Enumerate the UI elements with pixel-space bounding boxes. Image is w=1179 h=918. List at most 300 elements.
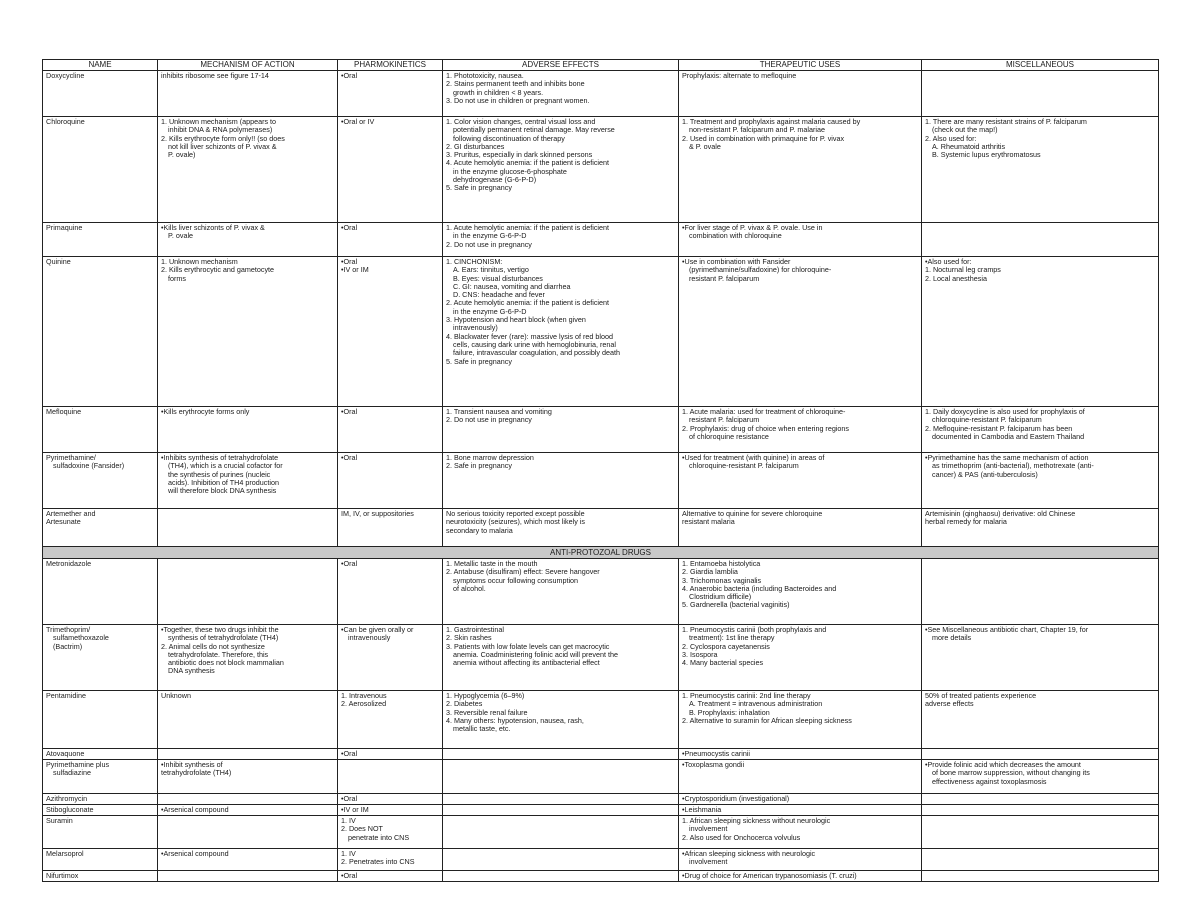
cell-line: A. Treatment = intravenous administration bbox=[689, 699, 823, 709]
mechanism-cell bbox=[158, 453, 338, 509]
cell-line: •Cryptosporidium (investigational) bbox=[682, 794, 790, 803]
cell-line: 2. Prophylaxis: drug of choice when entering regions bbox=[682, 423, 850, 433]
cell-line: & P. ovale bbox=[689, 141, 721, 151]
cell-line: 2. Used in combination with primaquine for P. vivax bbox=[682, 133, 845, 143]
cell-line: •Also used for: bbox=[925, 257, 972, 266]
miscellaneous-cell bbox=[922, 257, 1159, 407]
cell-line: inhibits ribosome see figure 17-14 bbox=[161, 71, 269, 80]
cell-line: 5. Gardnerella (bacterial vaginitis) bbox=[682, 600, 790, 610]
cell-line: Pyrimethamine/ bbox=[46, 453, 96, 462]
miscellaneous-cell bbox=[922, 223, 1159, 257]
cell-line: 1. Pneumocystis carinii (both prophylaxis and bbox=[682, 625, 827, 634]
cell-line: Melarsoprol bbox=[46, 849, 84, 858]
mechanism-cell bbox=[158, 805, 338, 816]
cell-line: Artemisinin (qinghaosu) derivative: old Chinese bbox=[925, 509, 1076, 518]
cell-line: •Provide folinic acid which decreases the amount bbox=[925, 760, 1081, 769]
cell-line: 4. Anaerobic bacteria (including Bacteroides and bbox=[682, 583, 837, 593]
cell-line: Quinine bbox=[46, 257, 71, 266]
cell-line: anemia without affecting its antibacterial effect bbox=[453, 658, 600, 668]
cell-line: will therefore block DNA synthesis bbox=[168, 486, 277, 496]
cell-line: 2. Mefloquine-resistant P. falciparum has been bbox=[925, 423, 1073, 433]
miscellaneous-cell bbox=[922, 760, 1159, 794]
miscellaneous-cell bbox=[922, 691, 1159, 749]
cell-line: growth in children < 8 years. bbox=[453, 87, 544, 97]
cell-line: Chloroquine bbox=[46, 117, 85, 126]
cell-line: Nifurtimox bbox=[46, 871, 79, 880]
header-row bbox=[43, 60, 1159, 71]
table-row bbox=[43, 223, 1159, 257]
cell-line: 1. Hypoglycemia (6–9%) bbox=[446, 691, 525, 700]
mechanism-cell bbox=[158, 407, 338, 453]
cell-line: •Oral or IV bbox=[341, 117, 375, 126]
drug-name-cell bbox=[43, 559, 158, 625]
cell-line: •Oral bbox=[341, 871, 358, 880]
cell-line: 2. Acute hemolytic anemia: if the patient is deficient bbox=[446, 298, 610, 308]
cell-line: Metronidazole bbox=[46, 559, 92, 568]
cell-line: documented in Cambodia and Eastern Thailand bbox=[932, 431, 1085, 441]
pharmokinetics-cell bbox=[338, 71, 443, 117]
cell-line: 5. Safe in pregnancy bbox=[446, 356, 512, 366]
cell-line: 1. Pneumocystis carinii: 2nd line therapy bbox=[682, 691, 811, 700]
cell-line: resistant P. falciparum bbox=[689, 415, 760, 425]
cell-line: •Inhibits synthesis of tetrahydrofolate bbox=[161, 453, 279, 462]
drug-name-cell bbox=[43, 805, 158, 816]
header-name: NAME bbox=[43, 60, 158, 71]
miscellaneous-cell bbox=[922, 805, 1159, 816]
cell-line: 1. Color vision changes, central visual loss and bbox=[446, 117, 596, 126]
pharmokinetics-cell bbox=[338, 760, 443, 794]
cell-line: 2. GI disturbances bbox=[446, 141, 505, 151]
therapeutic-uses-cell bbox=[679, 749, 922, 760]
table-row bbox=[43, 849, 1159, 871]
cell-line: 2. Stains permanent teeth and inhibits bone bbox=[446, 79, 585, 89]
mechanism-cell bbox=[158, 816, 338, 849]
pharmokinetics-cell bbox=[338, 816, 443, 849]
mechanism-cell bbox=[158, 509, 338, 547]
drug-name-cell bbox=[43, 453, 158, 509]
cell-line: •IV or IM bbox=[341, 265, 369, 275]
cell-line: 2. Penetrates into CNS bbox=[341, 857, 415, 867]
cell-line: 1. Unknown mechanism bbox=[161, 257, 238, 266]
miscellaneous-cell bbox=[922, 509, 1159, 547]
miscellaneous-cell bbox=[922, 117, 1159, 223]
cell-line: 1. African sleeping sickness without neurologic bbox=[682, 816, 831, 825]
cell-line: 2. Skin rashes bbox=[446, 633, 492, 643]
cell-line: 5. Safe in pregnancy bbox=[446, 183, 512, 193]
table-row bbox=[43, 559, 1159, 625]
cell-line: 1. Unknown mechanism (appears to bbox=[161, 117, 277, 126]
cell-line: •Toxoplasma gondii bbox=[682, 760, 745, 769]
adverse-effects-cell bbox=[443, 625, 679, 691]
cell-line: 1. CINCHONISM: bbox=[446, 257, 503, 266]
cell-line: B. Systemic lupus erythromatosus bbox=[932, 150, 1041, 160]
cell-line: 1. Phototoxicity, nausea. bbox=[446, 71, 524, 80]
cell-line: 2. Do not use in pregnancy bbox=[446, 415, 532, 425]
cell-line: in the enzyme glucose-6-phosphate bbox=[453, 166, 567, 176]
cell-line: chloroquine-resistant P. falciparum bbox=[932, 415, 1042, 425]
cell-line: (pyrimethamine/sulfadoxine) for chloroquine- bbox=[689, 265, 832, 275]
cell-line: forms bbox=[168, 273, 186, 283]
pharmokinetics-cell bbox=[338, 509, 443, 547]
table-row bbox=[43, 407, 1159, 453]
cell-line: inhibit DNA & RNA polymerases) bbox=[168, 125, 273, 135]
cell-line: penetrate into CNS bbox=[348, 832, 410, 842]
cell-line: 4. Blackwater fever (rare): massive lysis of red blood bbox=[446, 331, 613, 341]
cell-line: DNA synthesis bbox=[168, 666, 215, 676]
adverse-effects-cell bbox=[443, 794, 679, 805]
miscellaneous-cell bbox=[922, 407, 1159, 453]
table-row bbox=[43, 871, 1159, 882]
mechanism-cell bbox=[158, 257, 338, 407]
adverse-effects-cell bbox=[443, 559, 679, 625]
cell-line: Suramin bbox=[46, 816, 73, 825]
cell-line: metallic taste, etc. bbox=[453, 724, 511, 734]
cell-line: •Used for treatment (with quinine) in areas of bbox=[682, 453, 825, 462]
mechanism-cell bbox=[158, 71, 338, 117]
cell-line: adverse effects bbox=[925, 699, 974, 709]
miscellaneous-cell bbox=[922, 849, 1159, 871]
cell-line: •Leishmania bbox=[682, 805, 722, 814]
cell-line: 2. Kills erythrocytic and gametocyte bbox=[161, 265, 275, 275]
miscellaneous-cell bbox=[922, 625, 1159, 691]
cell-line: 3. Do not use in children or pregnant women. bbox=[446, 95, 590, 105]
cell-line: •Oral bbox=[341, 407, 358, 416]
cell-line: Clostridium difficile) bbox=[689, 592, 752, 602]
cell-line: 3. Hypotension and heart block (when given bbox=[446, 315, 586, 325]
pharmokinetics-cell bbox=[338, 749, 443, 760]
cell-line: •African sleeping sickness with neurologic bbox=[682, 849, 816, 858]
cell-line: •Oral bbox=[341, 71, 358, 80]
pharmokinetics-cell bbox=[338, 805, 443, 816]
cell-line: Alternative to quinine for severe chloroquine bbox=[682, 509, 823, 518]
cell-line: in the enzyme G-6-P-D bbox=[453, 306, 527, 316]
drug-name-cell bbox=[43, 223, 158, 257]
cell-line: 3. Patients with low folate levels can get macrocytic bbox=[446, 641, 610, 651]
pharmokinetics-cell bbox=[338, 794, 443, 805]
cell-line: 1. Transient nausea and vomiting bbox=[446, 407, 552, 416]
cell-line: •Arsenical compound bbox=[161, 805, 229, 814]
header-pharmokinetics: PHARMOKINETICS bbox=[338, 60, 443, 71]
cell-line: of bone marrow suppression, without changing its bbox=[932, 768, 1090, 778]
pharmokinetics-cell bbox=[338, 407, 443, 453]
cell-line: of alcohol. bbox=[453, 583, 486, 593]
cell-line: •Oral bbox=[341, 794, 358, 803]
cell-line: intravenously bbox=[348, 633, 391, 643]
table-row bbox=[43, 117, 1159, 223]
pharmokinetics-cell bbox=[338, 257, 443, 407]
therapeutic-uses-cell bbox=[679, 509, 922, 547]
cell-line: 1. Acute hemolytic anemia: if the patient is deficient bbox=[446, 223, 610, 232]
table-row bbox=[43, 257, 1159, 407]
cell-line: neurotoxicity (seizures), which most likely is bbox=[446, 517, 585, 527]
cell-line: acids). Inhibition of TH4 production bbox=[168, 477, 279, 487]
cell-line: involvement bbox=[689, 824, 728, 834]
cell-line: sulfamethoxazole bbox=[53, 633, 109, 643]
mechanism-cell bbox=[158, 117, 338, 223]
table-row bbox=[43, 805, 1159, 816]
miscellaneous-cell bbox=[922, 749, 1159, 760]
mechanism-cell bbox=[158, 871, 338, 882]
adverse-effects-cell bbox=[443, 407, 679, 453]
miscellaneous-cell bbox=[922, 71, 1159, 117]
cell-line: secondary to malaria bbox=[446, 525, 513, 535]
header-miscellaneous: MISCELLANEOUS bbox=[922, 60, 1159, 71]
adverse-effects-cell bbox=[443, 816, 679, 849]
table-header bbox=[43, 60, 1159, 71]
adverse-effects-cell bbox=[443, 117, 679, 223]
cell-line: 2. Cyclospora cayetanensis bbox=[682, 641, 770, 651]
pharmokinetics-cell bbox=[338, 849, 443, 871]
cell-line: •Kills erythrocyte forms only bbox=[161, 407, 250, 416]
cell-line: sulfadiazine bbox=[53, 768, 91, 778]
cell-line: •Pyrimethamine has the same mechanism of action bbox=[925, 453, 1089, 462]
cell-line: tetrahydrofolate (TH4) bbox=[161, 768, 232, 778]
cell-line: in the enzyme G-6-P-D bbox=[453, 231, 527, 241]
adverse-effects-cell bbox=[443, 509, 679, 547]
cell-line: 1. Treatment and prophylaxis against malaria caused by bbox=[682, 117, 861, 126]
cell-line: 2. Local anesthesia bbox=[925, 273, 987, 283]
adverse-effects-cell bbox=[443, 805, 679, 816]
header-adverse-effects: ADVERSE EFFECTS bbox=[443, 60, 679, 71]
cell-line: effectiveness against toxoplasmosis bbox=[932, 776, 1047, 786]
cell-line: 2. Also used for Onchocerca volvulus bbox=[682, 832, 801, 842]
cell-line: tetrahydrofolate. Therefore, this bbox=[168, 649, 269, 659]
cell-line: Trimethoprim/ bbox=[46, 625, 91, 634]
drug-name-cell bbox=[43, 117, 158, 223]
cell-line: •Use in combination with Fansider bbox=[682, 257, 791, 266]
cell-line: dehydrogenase (G-6-P-D) bbox=[453, 175, 537, 185]
cell-line: 1. Entamoeba histolytica bbox=[682, 559, 761, 568]
cell-line: 2. Safe in pregnancy bbox=[446, 461, 512, 471]
cell-line: •Pneumocystis carinii bbox=[682, 749, 751, 758]
cell-line: •Oral bbox=[341, 257, 358, 266]
cell-line: 4. Many bacterial species bbox=[682, 658, 764, 668]
table-row bbox=[43, 453, 1159, 509]
drug-name-cell bbox=[43, 407, 158, 453]
mechanism-cell bbox=[158, 760, 338, 794]
cell-line: No serious toxicity reported except possible bbox=[446, 509, 585, 518]
cell-line: 2. Also used for: bbox=[925, 133, 977, 143]
pharmokinetics-cell bbox=[338, 625, 443, 691]
section-title: ANTI-PROTOZOAL DRUGS bbox=[43, 547, 1159, 559]
cell-line: 1. Nocturnal leg cramps bbox=[925, 265, 1001, 275]
cell-line: potentially permanent retinal damage. May reverse bbox=[453, 125, 615, 135]
table-row bbox=[43, 816, 1159, 849]
cell-line: C. GI: nausea, vomiting and diarrhea bbox=[453, 281, 571, 291]
adverse-effects-cell bbox=[443, 849, 679, 871]
cell-line: 2. Animal cells do not synthesize bbox=[161, 641, 265, 651]
cell-line: •See Miscellaneous antibiotic chart, Chapter 19, for bbox=[925, 625, 1089, 634]
cell-line: Pentamidine bbox=[46, 691, 86, 700]
cell-line: •Oral bbox=[341, 559, 358, 568]
table-row bbox=[43, 625, 1159, 691]
cell-line: Atovaquone bbox=[46, 749, 85, 758]
cell-line: B. Prophylaxis: inhalation bbox=[689, 707, 770, 717]
cell-line: Mefloquine bbox=[46, 407, 82, 416]
cell-line: antibiotic does not block mammalian bbox=[168, 658, 284, 668]
table-row bbox=[43, 760, 1159, 794]
cell-line: 2. Aerosolized bbox=[341, 699, 387, 709]
header-mechanism: MECHANISM OF ACTION bbox=[158, 60, 338, 71]
cell-line: symptoms occur following consumption bbox=[453, 575, 579, 585]
cell-line: 2. Giardia lamblia bbox=[682, 567, 738, 577]
pharmokinetics-cell bbox=[338, 453, 443, 509]
therapeutic-uses-cell bbox=[679, 625, 922, 691]
cell-line: 4. Many others: hypotension, nausea, rash, bbox=[446, 715, 584, 725]
therapeutic-uses-cell bbox=[679, 223, 922, 257]
adverse-effects-cell bbox=[443, 453, 679, 509]
cell-line: •For liver stage of P. vivax & P. ovale. Use in bbox=[682, 223, 823, 232]
drug-name-cell bbox=[43, 691, 158, 749]
pharmokinetics-cell bbox=[338, 691, 443, 749]
cell-line: •Drug of choice for American trypanosomiasis (T. cruzi) bbox=[682, 871, 857, 880]
cell-line: 1. Metallic taste in the mouth bbox=[446, 559, 538, 568]
miscellaneous-cell bbox=[922, 559, 1159, 625]
cell-line: failure, intravascular coagulation, and possibly death bbox=[453, 348, 621, 358]
therapeutic-uses-cell bbox=[679, 407, 922, 453]
therapeutic-uses-cell bbox=[679, 871, 922, 882]
adverse-effects-cell bbox=[443, 749, 679, 760]
pharmokinetics-cell bbox=[338, 223, 443, 257]
drug-name-cell bbox=[43, 625, 158, 691]
cell-line: of chloroquine resistance bbox=[689, 431, 769, 441]
cell-line: 1. IV bbox=[341, 849, 356, 858]
cell-line: 1. Acute malaria: used for treatment of chloroquine- bbox=[682, 407, 846, 416]
cell-line: 4. Acute hemolytic anemia: if the patient is deficient bbox=[446, 158, 610, 168]
cell-line: Azithromycin bbox=[46, 794, 88, 803]
cell-line: A. Rheumatoid arthritis bbox=[932, 141, 1006, 151]
cell-line: •Oral bbox=[341, 453, 358, 462]
cell-line: Stibogluconate bbox=[46, 805, 94, 814]
cell-line: resistant P. falciparum bbox=[689, 273, 760, 283]
mechanism-cell bbox=[158, 749, 338, 760]
cell-line: synthesis of tetrahydrofolate (TH4) bbox=[168, 633, 279, 643]
miscellaneous-cell bbox=[922, 794, 1159, 805]
section-row bbox=[43, 547, 1159, 559]
cell-line: cells, causing dark urine with hemoglobinuria, renal bbox=[453, 339, 617, 349]
pharmokinetics-cell bbox=[338, 559, 443, 625]
cell-line: Unknown bbox=[161, 691, 191, 700]
cell-line: •Oral bbox=[341, 749, 358, 758]
drug-name-cell bbox=[43, 871, 158, 882]
cell-line: 3. Reversible renal failure bbox=[446, 707, 528, 717]
cell-line: B. Eyes: visual disturbances bbox=[453, 273, 543, 283]
cell-line: 2. Antabuse (disulfiram) effect: Severe hangover bbox=[446, 567, 600, 577]
table-row bbox=[43, 794, 1159, 805]
table-row bbox=[43, 509, 1159, 547]
table-row bbox=[43, 691, 1159, 749]
cell-line: Artesunate bbox=[46, 517, 81, 527]
antiprotozoal-drugs bbox=[43, 559, 1159, 882]
cell-line: P. ovale) bbox=[168, 150, 196, 160]
cell-line: IM, IV, or suppositories bbox=[341, 509, 414, 518]
cell-line: the synthesis of purines (nucleic bbox=[168, 469, 271, 479]
miscellaneous-cell bbox=[922, 453, 1159, 509]
cell-line: Artemether and bbox=[46, 509, 96, 518]
cell-line: more details bbox=[932, 633, 972, 643]
adverse-effects-cell bbox=[443, 223, 679, 257]
adverse-effects-cell bbox=[443, 760, 679, 794]
cell-line: •Can be given orally or bbox=[341, 625, 414, 634]
drug-name-cell bbox=[43, 849, 158, 871]
cell-line: •Kills liver schizonts of P. vivax & bbox=[161, 223, 265, 232]
cell-line: 3. Pruritus, especially in dark skinned persons bbox=[446, 150, 593, 160]
cell-line: 2. Kills erythrocyte form only!! (so does bbox=[161, 133, 285, 143]
cell-line: 3. Trichomonas vaginalis bbox=[682, 575, 762, 585]
cell-line: resistant malaria bbox=[682, 517, 735, 527]
cell-line: 2. Alternative to suramin for African sleeping sickness bbox=[682, 715, 852, 725]
therapeutic-uses-cell bbox=[679, 849, 922, 871]
cell-line: A. Ears: tinnitus, vertigo bbox=[453, 265, 529, 275]
cell-line: 1. There are many resistant strains of P. falciparum bbox=[925, 117, 1087, 126]
cell-line: (check out the map!) bbox=[932, 125, 998, 135]
cell-line: 1. IV bbox=[341, 816, 356, 825]
cell-line: 3. Isospora bbox=[682, 649, 718, 659]
therapeutic-uses-cell bbox=[679, 257, 922, 407]
cell-line: (Bactrim) bbox=[53, 641, 83, 651]
pharmokinetics-cell bbox=[338, 871, 443, 882]
cell-line: D. CNS: headache and fever bbox=[453, 290, 545, 300]
cell-line: Pyrimethamine plus bbox=[46, 760, 110, 769]
table-row bbox=[43, 71, 1159, 117]
cell-line: cancer) & PAS (anti-tuberculosis) bbox=[932, 469, 1038, 479]
therapeutic-uses-cell bbox=[679, 559, 922, 625]
cell-line: anemia. Coadministering folinic acid will prevent the bbox=[453, 649, 618, 659]
cell-line: 1. Daily doxycycline is also used for prophylaxis of bbox=[925, 407, 1085, 416]
header-therapeutic-uses: THERAPEUTIC USES bbox=[679, 60, 922, 71]
mechanism-cell bbox=[158, 691, 338, 749]
adverse-effects-cell bbox=[443, 871, 679, 882]
cell-line: combination with chloroquine bbox=[689, 231, 782, 241]
mechanism-cell bbox=[158, 794, 338, 805]
drug-name-cell bbox=[43, 749, 158, 760]
drug-name-cell bbox=[43, 760, 158, 794]
section-divider bbox=[43, 547, 1159, 559]
mechanism-cell bbox=[158, 625, 338, 691]
cell-line: herbal remedy for malaria bbox=[925, 517, 1007, 527]
pharmokinetics-cell bbox=[338, 117, 443, 223]
cell-line: 50% of treated patients experience bbox=[925, 691, 1037, 700]
cell-line: Doxycycline bbox=[46, 71, 85, 80]
cell-line: Primaquine bbox=[46, 223, 83, 232]
cell-line: •Inhibit synthesis of bbox=[161, 760, 223, 769]
miscellaneous-cell bbox=[922, 816, 1159, 849]
drug-chart-table bbox=[42, 59, 1159, 882]
cell-line: as trimethoprim (anti-bacterial), methotrexate (anti- bbox=[932, 461, 1094, 471]
cell-line: involvement bbox=[689, 857, 728, 867]
cell-line: 1. Gastrointestinal bbox=[446, 625, 504, 634]
therapeutic-uses-cell bbox=[679, 117, 922, 223]
adverse-effects-cell bbox=[443, 71, 679, 117]
therapeutic-uses-cell bbox=[679, 453, 922, 509]
therapeutic-uses-cell bbox=[679, 71, 922, 117]
cell-line: chloroquine-resistant P. falciparum bbox=[689, 461, 799, 471]
cell-line: Prophylaxis: alternate to mefloquine bbox=[682, 71, 797, 80]
therapeutic-uses-cell bbox=[679, 805, 922, 816]
drug-name-cell bbox=[43, 257, 158, 407]
miscellaneous-cell bbox=[922, 871, 1159, 882]
mechanism-cell bbox=[158, 223, 338, 257]
drug-name-cell bbox=[43, 816, 158, 849]
table-row bbox=[43, 749, 1159, 760]
adverse-effects-cell bbox=[443, 691, 679, 749]
cell-line: 2. Diabetes bbox=[446, 699, 483, 709]
antimalarial-drugs bbox=[43, 71, 1159, 547]
therapeutic-uses-cell bbox=[679, 816, 922, 849]
cell-line: 2. Does NOT bbox=[341, 824, 383, 834]
cell-line: intravenously) bbox=[453, 323, 498, 333]
cell-line: not kill liver schizonts of P. vivax & bbox=[168, 141, 277, 151]
